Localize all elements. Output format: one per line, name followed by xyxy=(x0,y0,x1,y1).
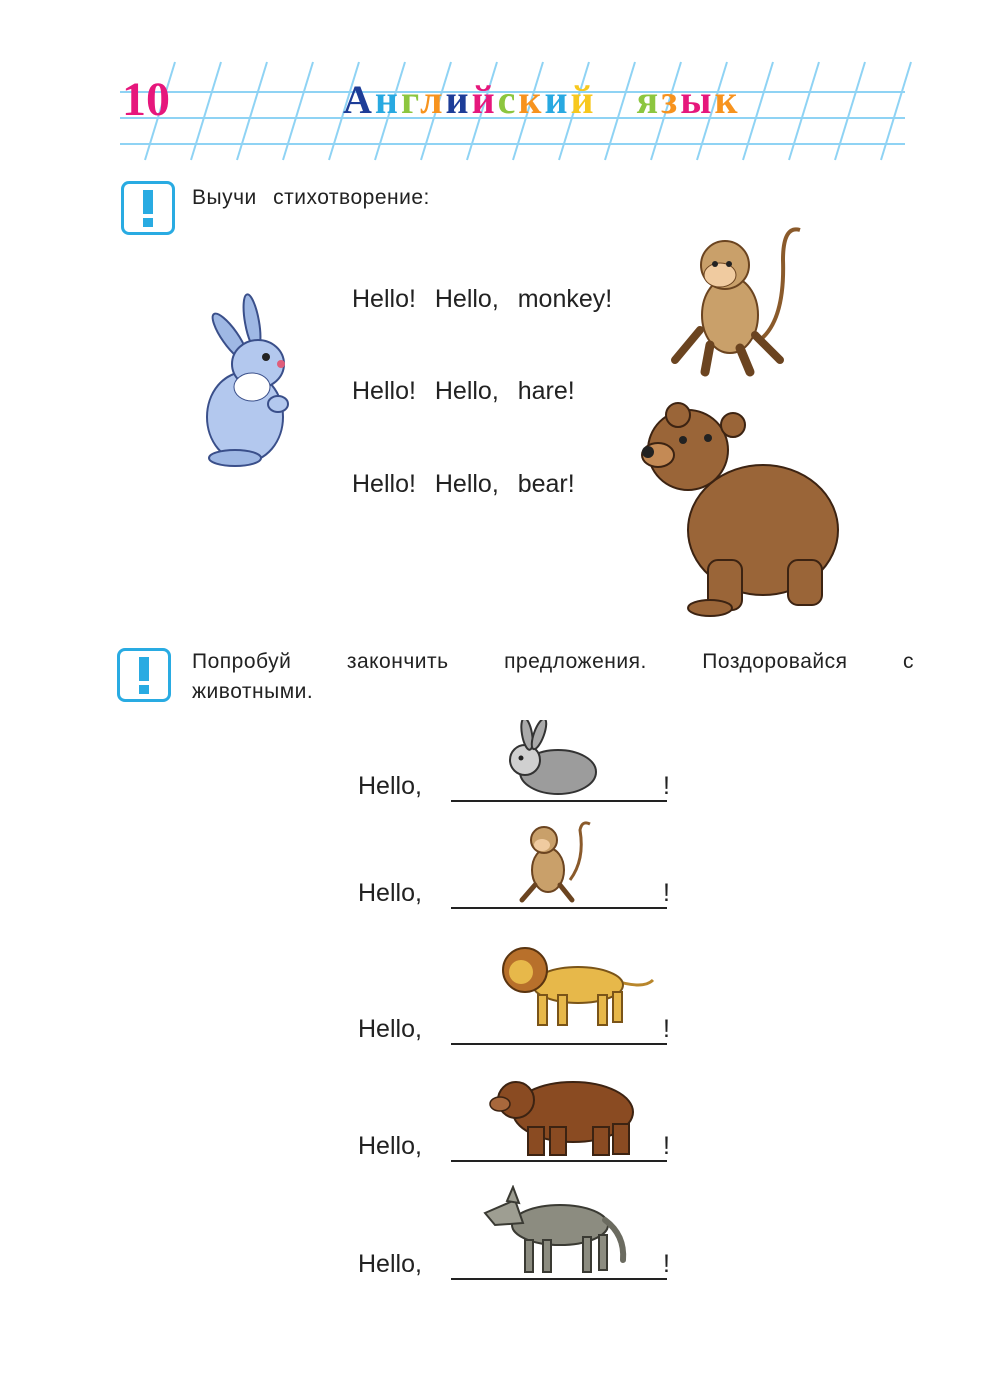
exclamation-mark: ! xyxy=(663,772,670,800)
grid-line xyxy=(881,62,911,160)
grid-line xyxy=(789,62,819,160)
exclamation-icon xyxy=(134,655,154,695)
title-letter: к xyxy=(518,77,545,122)
hello-word: Hello, xyxy=(358,1132,422,1160)
lion-picture xyxy=(493,940,658,1045)
title-letter: с xyxy=(497,77,519,122)
exclamation-mark: ! xyxy=(663,1250,670,1278)
grid-line xyxy=(283,62,313,160)
title-letter: л xyxy=(420,77,446,122)
task2-instruction xyxy=(192,647,914,707)
grid-line xyxy=(835,62,865,160)
instruction-word: Попробуй xyxy=(192,650,292,673)
monkey-picture xyxy=(510,820,600,908)
title-letter: к xyxy=(714,77,741,122)
title-letter: А xyxy=(343,77,375,122)
hello-word: Hello, xyxy=(358,1250,422,1278)
instruction-word: с xyxy=(902,650,914,673)
title-letter: й xyxy=(471,77,498,122)
monkey-illustration xyxy=(665,220,805,380)
poem-line-3: Hello! Hello, bear! xyxy=(352,470,575,498)
grid-line xyxy=(237,62,267,160)
task2-instruction-line-2: животными. xyxy=(192,680,314,703)
instruction-word: предложения. xyxy=(504,650,647,673)
title-letter: ы xyxy=(680,77,715,122)
hello-word: Hello, xyxy=(358,772,422,800)
poem-line-2: Hello! Hello, hare! xyxy=(352,377,575,405)
title-letter: и xyxy=(544,77,571,122)
instruction-word: Поздоровайся xyxy=(702,650,848,673)
grid-line xyxy=(191,62,221,160)
bear-illustration xyxy=(638,400,843,620)
task2-exclamation-icon xyxy=(117,648,171,702)
hare-illustration xyxy=(190,292,300,472)
exclamation-mark: ! xyxy=(663,1015,670,1043)
title-letter: я xyxy=(636,77,662,122)
task1-instruction: Выучи стихотворение: xyxy=(192,186,430,209)
poem-line-1: Hello! Hello, monkey! xyxy=(352,285,613,313)
title-letter: й xyxy=(570,77,597,122)
hello-word: Hello, xyxy=(358,1015,422,1043)
title-letter: з xyxy=(661,77,681,122)
exclamation-mark: ! xyxy=(663,1132,670,1160)
task1-exclamation-icon xyxy=(121,181,175,235)
exclamation-mark: ! xyxy=(663,879,670,907)
title-word-1 xyxy=(343,77,597,122)
wolf-picture xyxy=(475,1185,635,1285)
title-letter: г xyxy=(400,77,421,122)
instruction-word: закончить xyxy=(346,650,449,673)
bear-picture xyxy=(488,1072,638,1167)
title-letter: н xyxy=(374,77,401,122)
page-title xyxy=(343,77,741,122)
exclamation-icon xyxy=(138,188,158,228)
grid-line xyxy=(743,62,773,160)
hello-word: Hello, xyxy=(358,879,422,907)
title-letter: и xyxy=(445,77,472,122)
title-word-2 xyxy=(637,77,741,122)
task2-instruction-line-1 xyxy=(192,647,914,677)
hare-picture xyxy=(503,720,598,805)
page-number: 10 xyxy=(122,73,170,126)
